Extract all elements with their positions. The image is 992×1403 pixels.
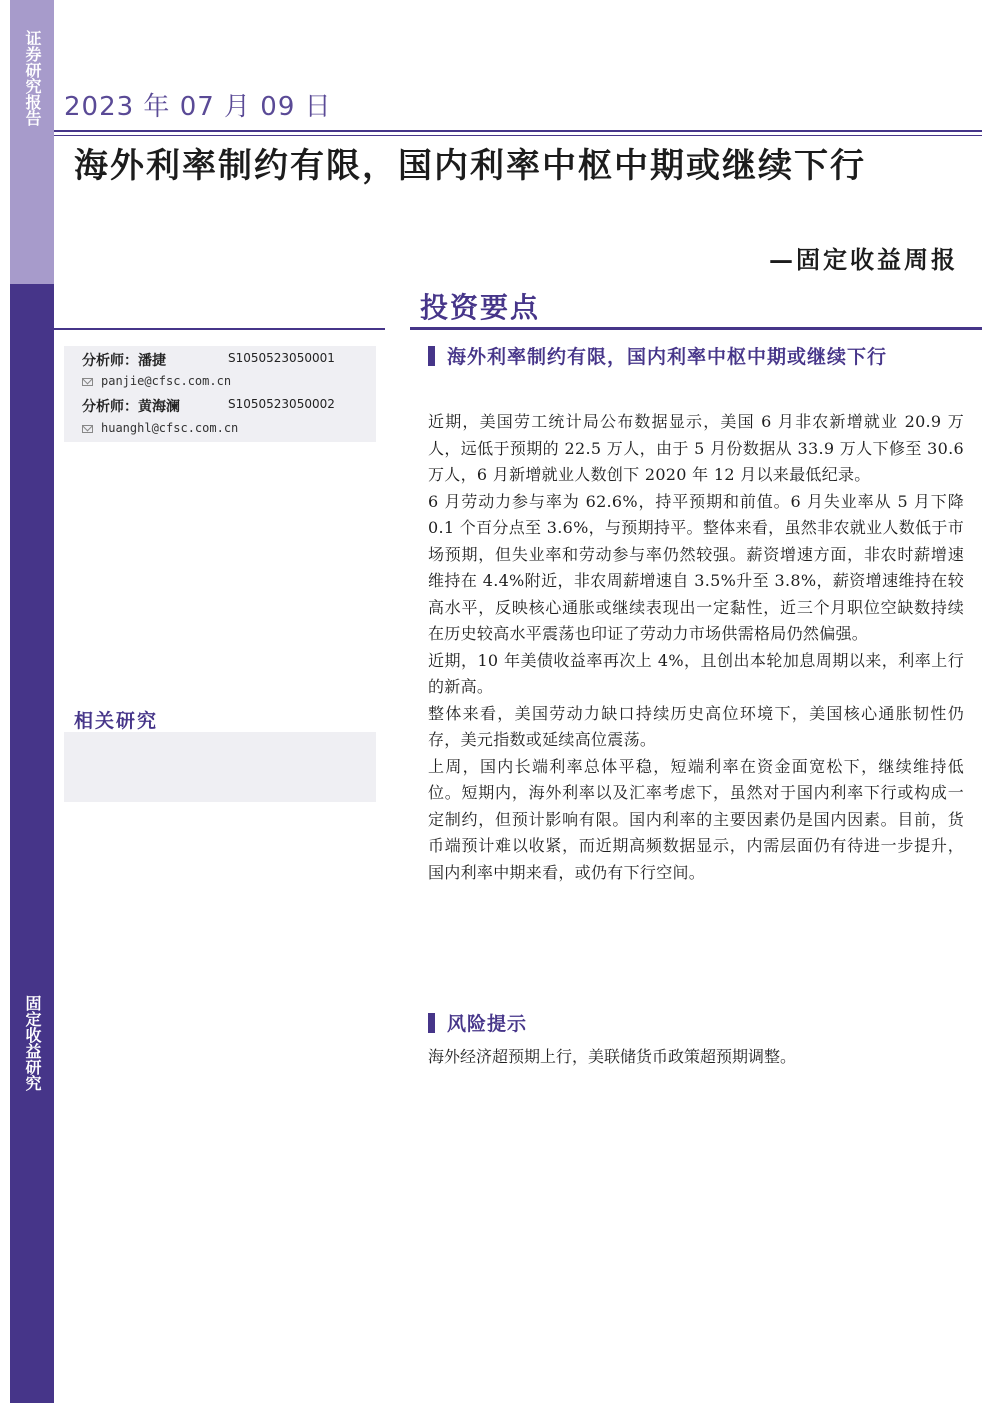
sidebar-top-label: 证券研究报告 [23,30,42,126]
body-paragraph: 上周，国内长端利率总体平稳，短端利率在资金面宽松下，继续维持低位。短期内，海外利率以及汇率考虑下，虽然对于国内利率下行或构成一定制约，但预计影响有限。国内利率的主要因素仍是国内因素。目前，货币端预计难以收紧，而近期高频数据显示，内需层面仍有待进一步提升，国内利率中期来看，或仍有下行空间。 [428,756,964,882]
analyst-email-row[interactable] [82,374,231,388]
key-points-divider [410,327,982,330]
left-column-divider [54,328,385,330]
section-marker-icon [428,346,435,366]
analyst-row [82,396,335,416]
section-heading [428,343,968,372]
report-subtitle: —固定收益周报 [769,245,958,274]
analyst-cert-number: S1050523050001 [228,351,335,365]
risk-text: 海外经济超预期上行，美联储货币政策超预期调整。 [428,1047,797,1066]
section-body [428,409,964,886]
mail-icon [82,378,93,386]
header-divider [54,130,982,136]
analyst-box [64,346,376,442]
body-paragraph: 6 月劳动力参与率为 62.6%，持平预期和前值。6 月失业率从 5 月下降 0.1 个百分点至 3.6%，与预期持平。整体来看，虽然非农就业人数低于市场预期，但失业率和劳动参与率仍然较强。薪资增速方面，非农时薪增速维持在 4.4%附近，非农周薪增速自 3.5%升至 3.8%，薪资增速维持在较高水平，反映核心通胀或继续表现出一定黏性，近三个月职位空缺数持续在历史较高水平震荡也印证了劳动力市场供需格局仍然偏强。 [428,491,964,643]
report-date: 2023 年 07 月 09 日 [64,92,332,122]
analyst-name: 分析师：黄海澜 [82,399,180,415]
mail-icon [82,425,93,433]
body-paragraph: 整体来看，美国劳动力缺口持续历史高位环境下，美国核心通胀韧性仍存，美元指数或延续高位震荡。 [428,703,964,749]
analyst-email[interactable]: panjie@cfsc.com.cn [101,374,232,388]
body-paragraph: 近期，美国劳工统计局公布数据显示，美国 6 月非农新增就业 20.9 万人，远低于预期的 22.5 万人，由于 5 月份数据从 33.9 万人下修至 30.6 万人，6 月新增就业人数创下 2020 年 12 月以来最低纪录。 [428,412,964,484]
analyst-cert-number: S1050523050002 [228,397,335,411]
risk-heading-text: 风险提示 [447,1013,528,1035]
sidebar-bottom-band [10,284,54,1403]
body-paragraph: 近期，10 年美债收益率再次上 4%，且创出本轮加息周期以来，利率上行的新高。 [428,650,964,696]
related-research-box [64,732,376,802]
related-research-heading: 相关研究 [74,710,159,732]
analyst-email-row[interactable] [82,421,238,435]
report-title: 海外利率制约有限，国内利率中枢中期或继续下行 [74,146,866,186]
key-points-heading: 投资要点 [420,291,541,324]
analyst-email[interactable]: huanghl@cfsc.com.cn [101,421,239,435]
section-marker-icon [428,1013,435,1033]
analyst-row [82,350,335,370]
sidebar-bottom-label: 固定收益研究 [23,995,42,1091]
analyst-name: 分析师：潘捷 [82,353,166,369]
risk-heading [428,1009,527,1036]
section-heading-text: 海外利率制约有限，国内利率中枢中期或继续下行 [447,346,888,368]
